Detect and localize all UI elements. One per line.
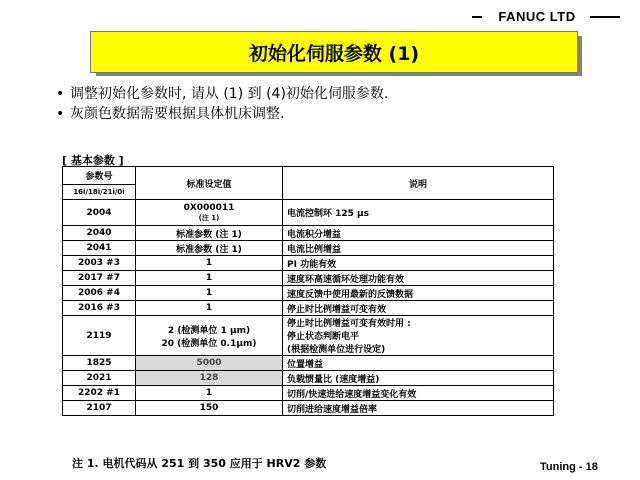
param-desc: 电流比例增益 [283,241,554,256]
bullet-icon: • [56,86,65,102]
param-value: 1 [136,386,283,401]
param-value: 128 [136,371,283,386]
table-row [63,371,554,386]
param-num: 2017 #7 [63,271,136,286]
table-row [63,241,554,256]
param-value: 1 [136,286,283,301]
table-row [63,200,554,226]
param-num: 1825 [63,356,136,371]
param-num: 2021 [63,371,136,386]
param-num: 2107 [63,401,136,416]
param-value: 5000 [136,356,283,371]
header-bits: 16i/18i/21i/0i [63,185,136,200]
header-desc: 说明 [283,167,554,200]
param-desc: 速度反馈中使用最新的反馈数据 [283,286,554,301]
table-row [63,271,554,286]
param-value: 1 [136,301,283,316]
header-rule-right [590,16,620,18]
param-value-note: (注 1) [198,213,220,222]
table-row [63,256,554,271]
param-value: 1 [136,271,283,286]
param-desc-line: 停止状态判断电平 [287,332,360,342]
param-desc: 负载惯量比 (速度增益) [283,371,554,386]
bullet-item [56,104,388,124]
footnote: 注 1. 电机代码从 251 到 350 应用于 HRV2 参数 [72,457,327,470]
param-desc: 位置增益 [283,356,554,371]
param-num: 2006 #4 [63,286,136,301]
bullet-item [56,84,388,104]
table-row [63,356,554,371]
brand-logo-text: FANUC LTD [498,9,576,24]
header-param: 参数号 [63,167,136,185]
bullet-list [56,84,388,124]
param-num: 2016 #3 [63,301,136,316]
param-num: 2003 #3 [63,256,136,271]
param-value: 150 [136,401,283,416]
table-row [63,301,554,316]
table-row [63,316,554,356]
param-desc-line: 停止时比例增益可变有效时用 : [287,319,411,329]
table-row [63,386,554,401]
page-title: 初始化伺服参数 (1) [90,31,578,73]
param-num: 2004 [63,200,136,226]
section-label: [ 基本参数 ] [62,154,124,167]
table-row [63,286,554,301]
table-row [63,401,554,416]
param-desc-line: (根据检测单位进行设定) [287,345,386,355]
header-std: 标准设定值 [136,167,283,200]
param-value [136,200,283,226]
param-desc: 电流积分增益 [283,226,554,241]
param-desc: 切削/快速进给速度增益变化有效 [283,386,554,401]
param-value-line: 20 (检测单位 0.1μm) [161,338,257,349]
parameter-table [62,166,554,416]
bullet-text: 灰颜色数据需要根据具体机床调整. [70,106,285,122]
page-number: Tuning - 18 [540,461,598,473]
param-value-line: 2 (检测单位 1 μm) [167,325,251,336]
bullet-text: 调整初始化参数时, 请从 (1) 到 (4)初始化伺服参数. [70,86,389,102]
param-num: 2041 [63,241,136,256]
param-desc: 停止时比例增益可变有效 [283,301,554,316]
param-value: 标准参数 (注 1) [136,241,283,256]
param-value [136,316,283,356]
param-num: 2119 [63,316,136,356]
table-row [63,226,554,241]
param-desc: PI 功能有效 [283,256,554,271]
param-num: 2040 [63,226,136,241]
param-num: 2202 #1 [63,386,136,401]
bullet-icon: • [56,106,65,122]
param-desc: 速度环高速循环处理功能有效 [283,271,554,286]
param-value: 1 [136,256,283,271]
param-value-main: 0X000011 [183,202,235,213]
param-value: 标准参数 (注 1) [136,226,283,241]
header-rule-left [472,16,482,18]
param-desc [283,316,554,356]
param-desc: 电流控制环 125 μs [283,200,554,226]
param-desc: 切削进给速度增益倍率 [283,401,554,416]
